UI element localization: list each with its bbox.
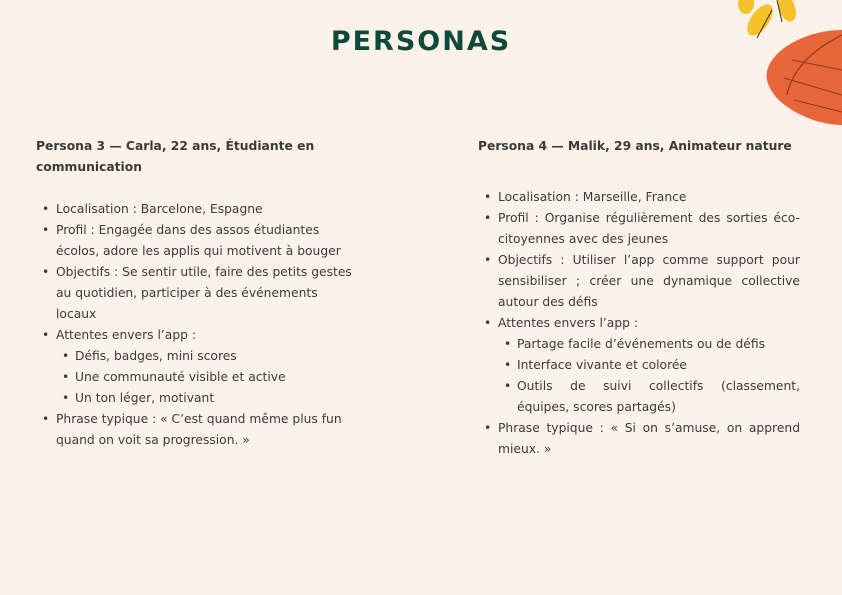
list-item: • Une communauté visible et active: [56, 367, 354, 388]
persona-4-profil: • Profil : Organise régulièrement des sorties éco-citoyennes avec des jeunes: [478, 208, 800, 250]
list-item: • Un ton léger, motivant: [56, 388, 354, 409]
persona-3-attentes-list: [56, 346, 354, 409]
persona-4-localisation: • Localisation : Marseille, France: [478, 187, 800, 208]
persona-3-profil: • Profil : Engagée dans des assos étudiantes écolos, adore les applis qui motivent à bouger: [36, 220, 354, 262]
persona-3-list: [36, 199, 354, 451]
page-title: PERSONAS: [330, 26, 512, 57]
list-item: • Défis, badges, mini scores: [56, 346, 354, 367]
persona-3-localisation: • Localisation : Barcelone, Espagne: [36, 199, 354, 220]
list-item: • Interface vivante et colorée: [498, 355, 800, 376]
list-item: • Outils de suivi collectifs (classement, équipes, scores partagés): [498, 376, 800, 418]
persona-4-objectifs: • Objectifs : Utiliser l’app comme support pour sensibiliser ; créer une dynamique collective autour des défis: [478, 250, 800, 313]
persona-4-heading: Persona 4 — Malik, 29 ans, Animateur nature: [478, 139, 792, 153]
persona-4-phrase: • Phrase typique : « Si on s’amuse, on apprend mieux. »: [478, 418, 800, 460]
persona-3-heading: Persona 3 — Carla, 22 ans, Étudiante en communication: [36, 139, 315, 174]
persona-4-list: [478, 187, 800, 460]
persona-3-column: [36, 136, 354, 451]
persona-4-column: [478, 136, 800, 460]
persona-3-phrase: • Phrase typique : « C’est quand même plus fun quand on voit sa progression. »: [36, 409, 354, 451]
leaf-flower-decoration: [732, 0, 842, 130]
persona-3-attentes-label: Attentes envers l’app :: [56, 328, 196, 342]
persona-4-attentes: [478, 313, 800, 418]
persona-4-attentes-label: Attentes envers l’app :: [498, 316, 638, 330]
persona-3-attentes: [36, 325, 354, 409]
persona-4-attentes-list: [498, 334, 800, 418]
list-item: • Partage facile d’événements ou de défis: [498, 334, 800, 355]
persona-3-objectifs: • Objectifs : Se sentir utile, faire des petits gestes au quotidien, participer à des événements locaux: [36, 262, 354, 325]
